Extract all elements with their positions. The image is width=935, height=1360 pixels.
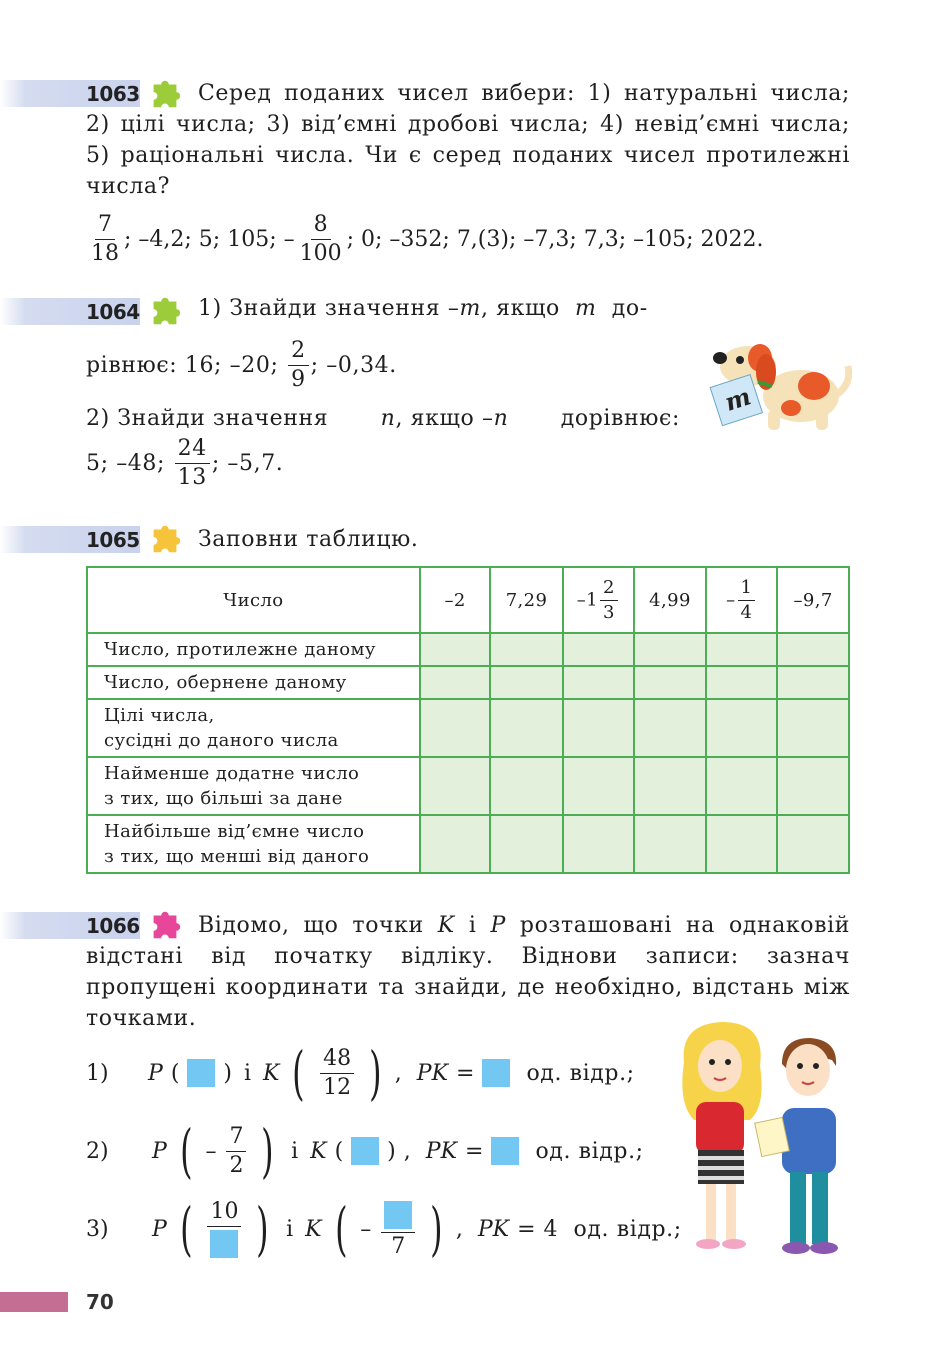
row-label-line: Найменше додатне число [104,763,360,784]
table-row [87,815,849,873]
number-list [86,214,764,265]
answer-cell[interactable] [706,699,777,757]
answer-cell[interactable] [420,633,491,666]
fraction: 7 [381,1201,415,1258]
text: ; –5,7. [211,451,284,476]
row-label-line: сусідні до даного числа [104,730,339,751]
variable: P [152,1138,167,1164]
paren: ) [430,1195,443,1263]
table-header-label: Число [87,567,420,633]
variable: P [148,1060,163,1086]
row-label [87,815,420,873]
answer-cell[interactable] [634,633,706,666]
minus-sign: – [205,1138,217,1164]
fraction: $\frac{7}{18}$ [91,212,119,266]
row-label-line: з тих, що більші за дане [104,788,343,809]
exercise-number: 1065 [86,528,140,552]
answer-cell[interactable] [706,666,777,699]
text: розташовані на однаковій відстані від початку відліку. Віднови записи: зазнач пропущені координати та знайди, де необхідно, відстань між точками. [86,913,851,1031]
answer-cell[interactable] [420,699,491,757]
table-header-cell [706,567,777,633]
paren: ) [256,1195,269,1263]
page-number-bar [0,1292,68,1312]
task-line [86,438,283,489]
answer-cell[interactable] [420,757,491,815]
text: 1) Знайди значення – [198,296,460,321]
text: од. відр.; [535,1138,644,1164]
table-header-cell: 4,99 [634,567,706,633]
text: Відомо, що точки [198,913,424,938]
table-header-cell: –9,7 [777,567,849,633]
exercise-number: 1063 [86,82,140,106]
variable: PK [425,1138,458,1164]
exercise-text [86,910,850,1034]
variable: PK [416,1060,449,1086]
answer-cell[interactable] [706,815,777,873]
variable: K [263,1060,280,1086]
answer-cell[interactable] [777,666,849,699]
item-index: 2) [86,1138,109,1164]
answer-cell[interactable] [563,666,634,699]
fraction: $\frac{24}{13}$ [175,438,210,489]
variable: P [152,1216,167,1242]
fraction: $\frac{8}{100}$ [299,212,342,266]
answer-cell[interactable] [777,815,849,873]
variable: n [380,406,396,431]
row-label-line: Найбільше від’ємне число [104,821,365,842]
blank-box[interactable] [384,1201,412,1229]
paren: ( [334,1195,348,1263]
answer-cell[interactable] [490,633,562,666]
task-line [86,406,680,431]
item-index: 1) [86,1060,109,1086]
answer-cell[interactable] [634,666,706,699]
text: і [286,1216,294,1242]
paren: ( [179,1195,193,1263]
text: до- [611,296,648,321]
fraction: $\frac{7}{2}$ [226,1126,246,1177]
paren: ) [261,1117,274,1185]
answer-cell[interactable] [706,757,777,815]
pk-value: 4 [543,1216,558,1242]
paren: ( [292,1039,306,1107]
answer-cell[interactable] [634,815,706,873]
number-list-tail: ; 0; –352; 7,(3); –7,3; 7,3; –105; 2022. [346,227,764,252]
answer-cell[interactable] [420,815,491,873]
fraction: 10 [207,1201,241,1258]
text: рівнює: 16; –20; [86,353,279,378]
text: і [291,1138,299,1164]
text: од. відр.; [526,1060,635,1086]
paren: ) [369,1039,382,1107]
paren: ( [170,1060,180,1086]
dog-illustration [706,336,856,436]
paren: ( [179,1117,193,1185]
variable: K [305,1216,322,1242]
text: ; –0,34. [310,353,397,378]
text: 5; –48; [86,451,166,476]
blank-box[interactable] [187,1059,215,1087]
row-label: Число, протилежне даному [87,633,420,666]
answer-cell[interactable] [490,815,562,873]
answer-cell[interactable] [777,633,849,666]
row-label [87,699,420,757]
children-illustration [672,1022,862,1266]
equals: = [465,1138,484,1164]
fraction: $\frac{2}{3}$ [600,579,618,622]
answer-cell[interactable] [490,666,562,699]
variable: K [310,1138,327,1164]
text: і [244,1060,252,1086]
answer-cell[interactable] [490,699,562,757]
paren: ( [334,1138,344,1164]
fraction: $\frac{1}{4}$ [738,579,756,622]
exercise-number: 1066 [86,914,140,938]
row-label-line: з тих, що менші від даного [104,846,370,867]
equals: = [456,1060,475,1086]
paren: ) [387,1138,396,1164]
blank-box[interactable] [482,1059,510,1087]
text: і [468,913,477,938]
table-row [87,666,849,699]
answer-cell[interactable] [563,633,634,666]
row-label-line: Цілі числа, [104,705,215,726]
answer-cell[interactable] [563,757,634,815]
row-label: Число, обернене даному [87,666,420,699]
answer-cell[interactable] [777,757,849,815]
variable: PK [477,1216,510,1242]
answer-cell[interactable] [563,699,634,757]
text: , якщо – [395,406,494,431]
fraction: $\frac{48}{12}$ [320,1048,354,1099]
table-header-cell: –2 [420,567,491,633]
answer-cell[interactable] [563,815,634,873]
exercise-number: 1064 [86,300,140,324]
fraction: $\frac{2}{9}$ [288,340,309,391]
blank-box[interactable] [491,1137,519,1165]
variable: P [490,913,506,938]
text: од. відр.; [573,1216,682,1242]
blank-box[interactable] [351,1137,379,1165]
item-row: 3) P ( 10 ) і K ( – 7 ) , PK = 4 од. відр.; [86,1195,682,1263]
item-row: 2) P ( – $\frac{7}{2}$ ) і K ( ) , PK = од. відр.; [86,1117,644,1185]
table-row [87,699,849,757]
text: дорівнює: [560,406,680,431]
puzzle-piece-icon [146,292,184,330]
answer-cell[interactable] [420,666,491,699]
table-header-cell: 7,29 [490,567,562,633]
answer-cell[interactable] [634,757,706,815]
answer-cell[interactable] [490,757,562,815]
task-line [198,296,648,321]
exercise-text: Серед поданих чисел вибери: 1) натуральні числа; 2) цілі числа; 3) від’ємні дробові числа; 4) невід’ємні числа; 5) раціональні числа. Чи є серед поданих чисел протилежні числа? [86,81,850,199]
paren: ) [223,1060,232,1086]
table-header-row [87,567,849,633]
minus-sign: – [726,589,736,610]
mixed-whole: –1 [576,589,598,610]
variable: K [437,913,455,938]
table-row [87,633,849,666]
answer-cell[interactable] [634,699,706,757]
variable: n [493,406,509,431]
row-label [87,757,420,815]
table-row [87,757,849,815]
text: , якщо [480,296,560,321]
answer-cell[interactable] [777,699,849,757]
table-header-cell [563,567,634,633]
task-line [86,340,397,391]
variable: m [575,296,597,321]
number-list-mid: ; –4,2; 5; 105; – [124,227,295,252]
exercise-text: Заповни таблицю. [198,527,419,552]
answer-cell[interactable] [706,633,777,666]
equals: = [517,1216,536,1242]
dog-card-letter: m [721,381,755,417]
item-row: 1) P ( ) і K ( $\frac{48}{12}$ ) , PK = од. відр.; [86,1039,635,1107]
variable: m [459,296,481,321]
fill-in-table [86,566,850,874]
page-number: 70 [86,1290,114,1314]
blank-box[interactable] [210,1230,238,1258]
puzzle-piece-icon [146,520,184,558]
text: 2) Знайди значення [86,406,329,431]
item-index: 3) [86,1216,109,1242]
minus-sign: – [360,1216,372,1242]
